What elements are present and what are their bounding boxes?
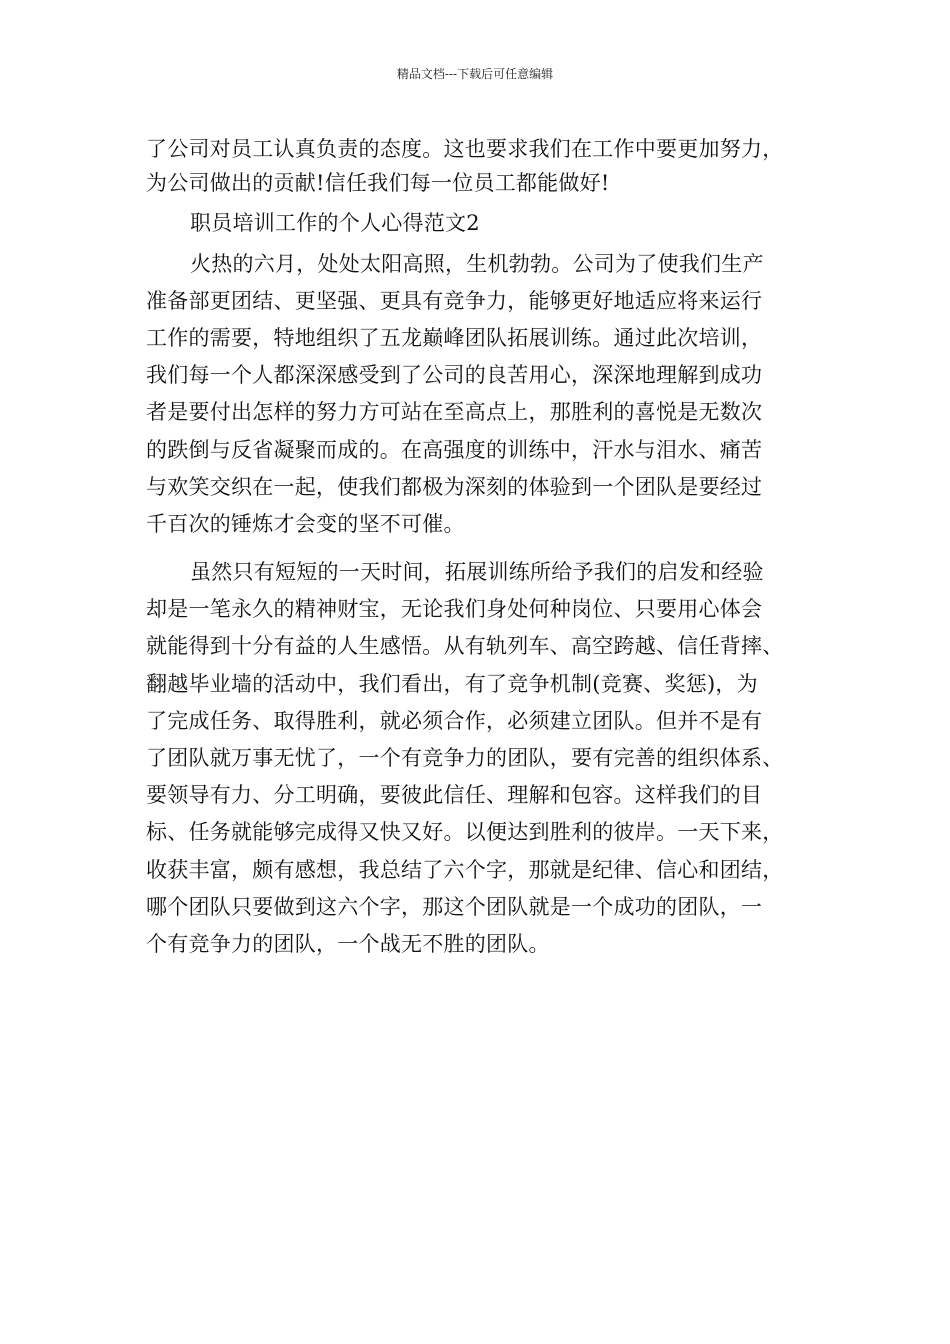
text-line: 与欢笑交织在一起，使我们都极为深刻的体验到一个团队是要经过 xyxy=(146,474,763,499)
page-header: 精品文档---下载后可任意编辑 xyxy=(396,67,554,81)
text-line: 我们每一个人都深深感受到了公司的良苦用心，深深地理解到成功 xyxy=(146,363,763,388)
text-line: 哪个团队只要做到这六个字，那这个团队就是一个成功的团队，一 xyxy=(146,894,763,919)
text-line: 就能得到十分有益的人生感悟。从有轨列车、高空跨越、信任背摔、 xyxy=(146,634,784,659)
text-line: 个有竞争力的团队，一个战无不胜的团队。 xyxy=(146,931,550,956)
text-line: 工作的需要，特地组织了五龙巅峰团队拓展训练。通过此次培训， xyxy=(146,325,763,350)
text-line: 收获丰富，颇有感想，我总结了六个字，那就是纪律、信心和团结， xyxy=(146,857,784,882)
text-line: 千百次的锤炼才会变的坚不可催。 xyxy=(146,511,465,536)
text-line: 标、任务就能够完成得又快又好。以便达到胜利的彼岸。一天下来， xyxy=(146,820,784,845)
continuation-paragraph xyxy=(146,132,810,200)
text-line: 要领导有力、分工明确，要彼此信任、理解和包容。这样我们的目 xyxy=(146,783,763,808)
paragraph-1 xyxy=(146,247,810,542)
text-line: 虽然只有短短的一天时间，拓展训练所给予我们的启发和经验 xyxy=(190,560,764,585)
text-line: 的跌倒与反省凝聚而成的。在高强度的训练中，汗水与泪水、痛苦 xyxy=(146,437,763,462)
text-line: 者是要付出怎样的努力方可站在至高点上，那胜利的喜悦是无数次 xyxy=(146,400,763,425)
document-body xyxy=(146,132,810,961)
text-line: 了完成任务、取得胜利，就必须合作，必须建立团队。但并不是有 xyxy=(146,708,763,733)
text-line: 准备部更团结、更坚强、更具有竞争力，能够更好地适应将来运行 xyxy=(146,288,763,313)
text-line: 翻越毕业墙的活动中，我们看出，有了竞争机制(竞赛、奖惩)，为 xyxy=(146,671,758,696)
text-line: 却是一笔永久的精神财宝，无论我们身处何种岗位、只要用心体会 xyxy=(146,597,763,622)
paragraph-2 xyxy=(146,555,810,961)
text-line: 了公司对员工认真负责的态度。这也要求我们在工作中要更加努力， xyxy=(146,137,784,161)
text-line: 火热的六月，处处太阳高照，生机勃勃。公司为了使我们生产 xyxy=(190,251,764,276)
text-line: 为公司做出的贡献!信任我们每一位员工都能做好! xyxy=(146,171,610,196)
section-title: 职员培训工作的个人心得范文2 xyxy=(190,211,480,236)
text-line: 了团队就万事无忧了，一个有竞争力的团队，要有完善的组织体系、 xyxy=(146,746,784,770)
